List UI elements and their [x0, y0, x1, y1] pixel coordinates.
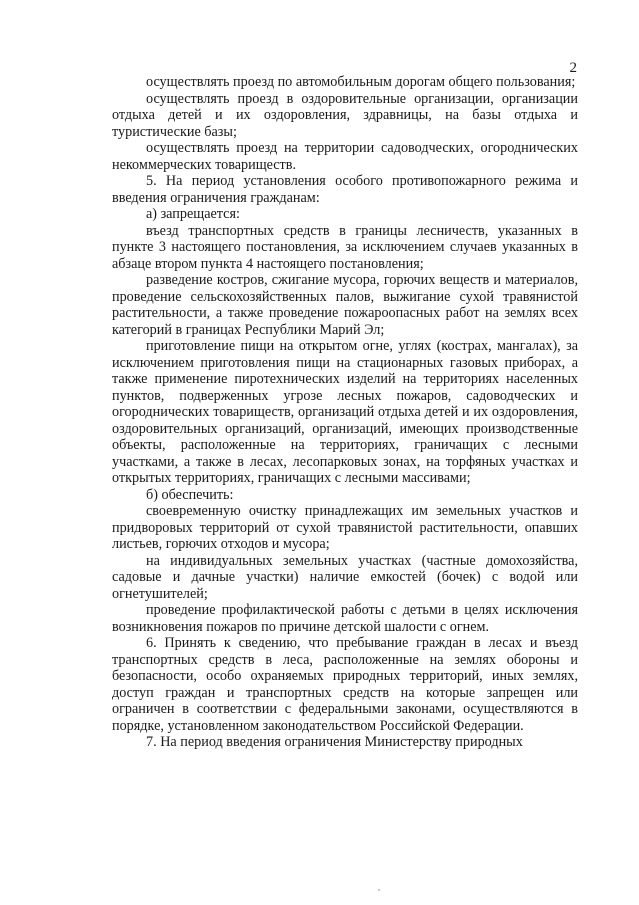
paragraph: на индивидуальных земельных участках (частные домохозяйства, садовые и дачные участки) наличие емкостей (бочек) с водой или огнетушителей; — [112, 552, 578, 602]
paragraph: б) обеспечить: — [146, 486, 234, 503]
paragraph: а) запрещается: — [146, 206, 240, 222]
paragraph: 7. На период введения ограничения Министерству природных — [146, 734, 523, 750]
paragraph: въезд транспортных средств в границы лесничеств, указанных в пункте 3 настоящего постановления, за исключением случаев указанных в абзаце втором пункта 4 настоящего постановления; — [112, 222, 578, 272]
scan-artifact — [378, 889, 380, 891]
paragraph: осуществлять проезд по автомобильным дорогам общего пользования; — [146, 74, 576, 90]
paragraph: 5. На период установления особого противопожарного режима и введения ограничения гражданам: — [112, 173, 578, 206]
page-number: 2 — [569, 60, 577, 76]
paragraph: 6. Принять к сведению, что пребывание граждан в лесах и въезд транспортных средств в леса, расположенные на землях обороны и безопасности, особо охраняемых природных территорий, иных землях, доступ граждан и транспортных средств на которые запрещен или ограничен в соответствии с федеральными законами, осуществляются в порядке, установленном законодательством Российской Федерации. — [112, 635, 578, 734]
paragraph: проведение профилактической работы с детьми в целях исключения возникновения пожаров по причине детской шалости с огнем. — [112, 602, 578, 635]
paragraph: своевременную очистку принадлежащих им земельных участков и придворовых территорий от сухой травянистой растительности, опавших листьев, горючих отходов и мусора; — [112, 503, 578, 552]
document-body — [112, 74, 578, 751]
paragraph: осуществлять проезд на территории садоводческих, огороднических некоммерческих товариществ. — [112, 140, 578, 173]
paragraph: разведение костров, сжигание мусора, горючих веществ и материалов, проведение сельскохозяйственных палов, выжигание сухой травянистой растительности, а также проведение пожароопасных работ на землях всех категорий в границах Республики Марий Эл; — [112, 272, 578, 338]
paragraph: приготовление пищи на открытом огне, углях (кострах, мангалах), за исключением приготовления пищи на стационарных газовых приборах, а также применение пиротехнических изделий на территориях населенных пунктов, подверженных угрозе лесных пожаров, садоводческих и огороднических товариществ, организаций отдыха детей и их оздоровления, оздоровительных организаций, организаций, имеющих производственные объекты, расположенные на территориях, граничащих с лесными участками, а также в лесах, лесопарковых зонах, на торфяных участках и открытых территориях, граничащих с лесными массивами; — [112, 338, 578, 486]
paragraph: осуществлять проезд в оздоровительные организации, организации отдыха детей и их оздоровления, здравницы, на базы отдыха и туристические базы; — [112, 90, 578, 140]
